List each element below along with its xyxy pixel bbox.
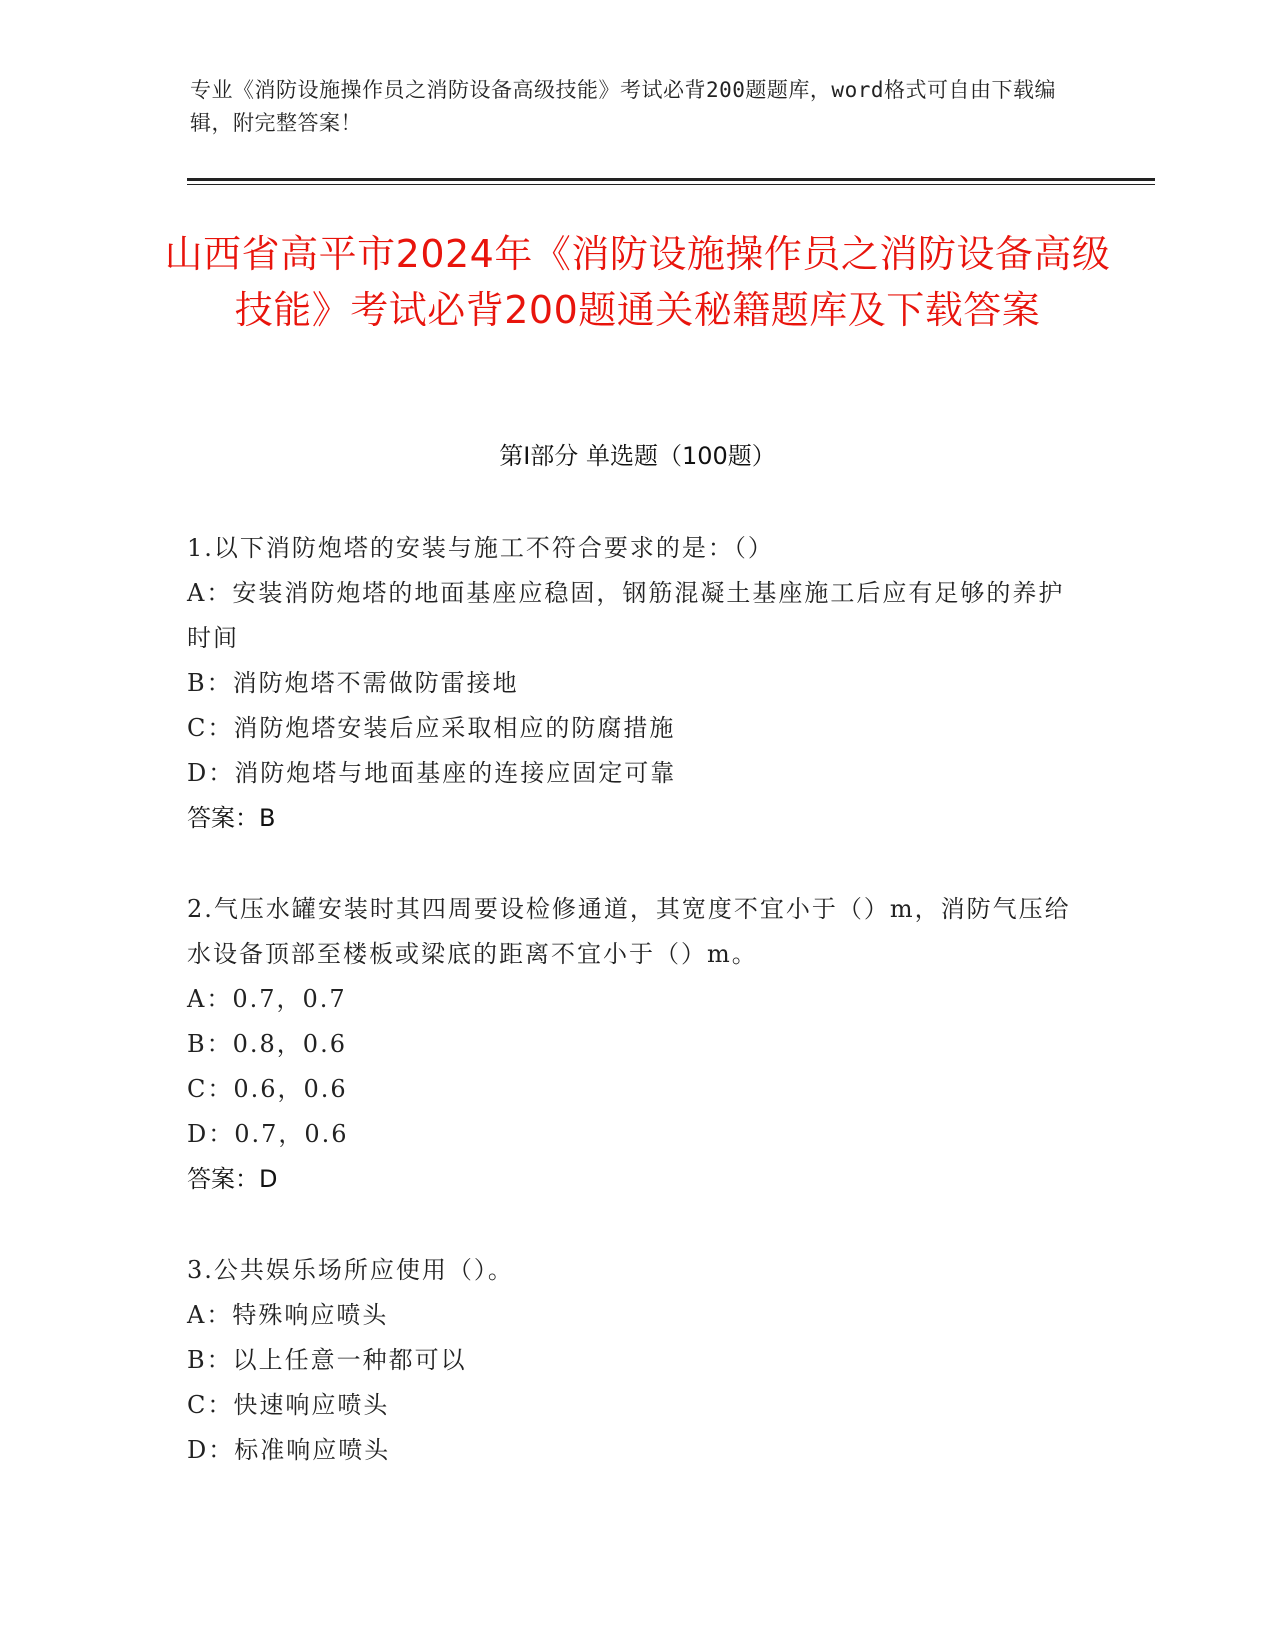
option-a: A：特殊响应喷头 xyxy=(187,1301,389,1329)
question-list xyxy=(187,526,1087,1519)
question-stem: 1.以下消防炮塔的安装与施工不符合要求的是：（） xyxy=(187,534,774,562)
answer: 答案：D xyxy=(187,1165,278,1193)
header-rule-thick xyxy=(187,178,1155,181)
option-d: D：标准响应喷头 xyxy=(187,1436,391,1464)
option-d: D：消防炮塔与地面基座的连接应固定可靠 xyxy=(187,759,677,787)
question-stem: 2.气压水罐安装时其四周要设检修通道，其宽度不宜小于（）m，消防气压给水设备顶部至楼板或梁底的距离不宜小于（）m。 xyxy=(187,895,1071,968)
section-title: 第I部分 单选题（100题） xyxy=(499,442,776,470)
question-3 xyxy=(187,1248,1087,1473)
question-2 xyxy=(187,887,1087,1202)
option-b: B：0.8，0.6 xyxy=(187,1030,347,1058)
header-rule-thin xyxy=(187,184,1155,185)
answer: 答案：B xyxy=(187,804,276,832)
option-b: B：以上任意一种都可以 xyxy=(187,1346,467,1374)
option-c: C：快速响应喷头 xyxy=(187,1391,390,1419)
option-b: B：消防炮塔不需做防雷接地 xyxy=(187,669,519,697)
option-c: C：消防炮塔安装后应采取相应的防腐措施 xyxy=(187,714,676,742)
header-note: 专业《消防设施操作员之消防设备高级技能》考试必背200题题库，word格式可自由下载编辑，附完整答案！ xyxy=(190,78,1056,135)
question-stem: 3.公共娱乐场所应使用（）。 xyxy=(187,1256,514,1284)
option-a: A：0.7，0.7 xyxy=(187,985,347,1013)
option-c: C：0.6，0.6 xyxy=(187,1075,348,1103)
option-a: A：安装消防炮塔的地面基座应稳固，钢筋混凝土基座施工后应有足够的养护时间 xyxy=(187,579,1065,652)
document-title: 山西省高平市2024年《消防设施操作员之消防设备高级技能》考试必背200题通关秘籍题库及下载答案 xyxy=(164,232,1111,332)
question-1 xyxy=(187,526,1087,841)
option-d: D：0.7，0.6 xyxy=(187,1120,349,1148)
